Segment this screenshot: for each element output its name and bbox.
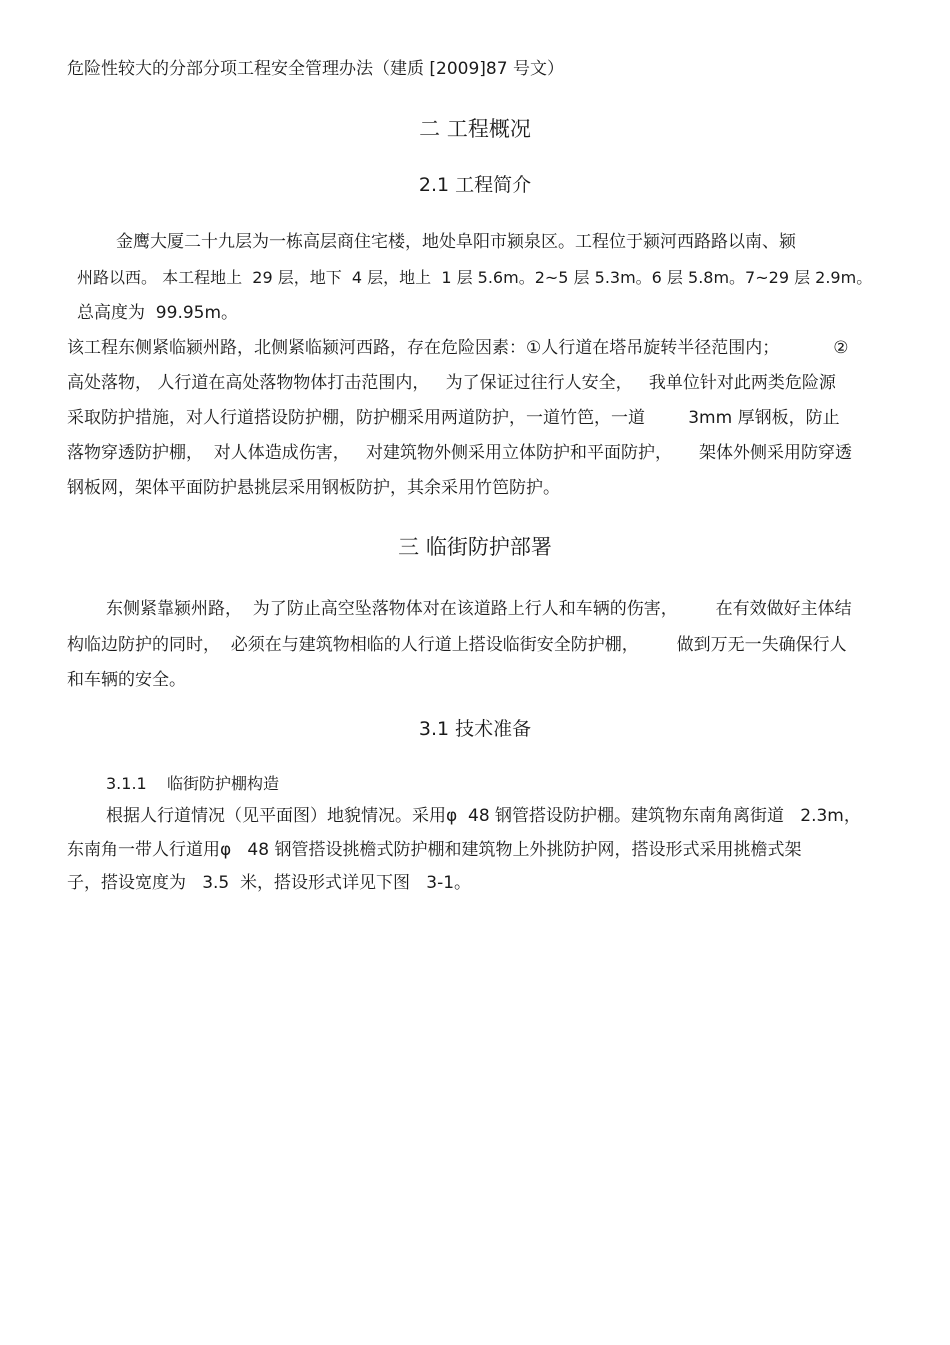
- section-3-1-title: 3.1 技术准备: [418, 718, 532, 740]
- text-line: 东南角一带人行道用φ 48 钢管搭设挑檐式防护棚和建筑物上外挑防护网，搭设形式采用挑檐式架: [67, 840, 802, 860]
- section-3-1-1-title: 3.1.1 临街防护棚构造: [106, 774, 280, 793]
- section-2-title: 二 工程概况: [419, 117, 531, 141]
- document-header: 危险性较大的分部分项工程安全管理办法（建质 [2009]87 号文）: [67, 59, 564, 79]
- text-line: 东侧紧靠颍州路， 为了防止高空坠落物体对在该道路上行人和车辆的伤害， 在有效做好主体结: [106, 599, 852, 619]
- section-2-1-title: 2.1 工程简介: [418, 174, 532, 196]
- section-3-title: 三 临街防护部署: [398, 535, 552, 559]
- text-line: 钢板网，架体平面防护悬挑层采用钢板防护，其余采用竹笆防护。: [67, 478, 560, 498]
- text-line: 落物穿透防护棚， 对人体造成伤害， 对建筑物外侧采用立体防护和平面防护， 架体外侧采用防穿透: [67, 443, 853, 463]
- text-line: 和车辆的安全。: [67, 670, 186, 690]
- text-line: 总高度为 99.95m。: [77, 303, 239, 323]
- text-line: 高处落物， 人行道在高处落物物体打击范围内， 为了保证过往行人安全， 我单位针对此两类危险源: [67, 373, 836, 393]
- text-line: 构临边防护的同时， 必须在与建筑物相临的人行道上搭设临街安全防护棚， 做到万无一失确保行人: [67, 635, 847, 655]
- text-line: 根据人行道情况（见平面图）地貌情况。采用φ 48 钢管搭设防护棚。建筑物东南角离街道 2.3m，: [106, 806, 861, 826]
- text-line: 该工程东侧紧临颍州路，北侧紧临颍河西路，存在危险因素：①人行道在塔吊旋转半径范围内； ②: [67, 338, 849, 358]
- text-line: 金鹰大厦二十九层为一栋高层商住宅楼，地处阜阳市颍泉区。工程位于颍河西路路以南、颍: [116, 232, 796, 252]
- text-line: 采取防护措施，对人行道搭设防护棚，防护棚采用两道防护，一道竹笆，一道 3mm 厚钢板，防止: [67, 408, 840, 428]
- text-line: 子，搭设宽度为 3.5 米，搭设形式详见下图 3-1。: [67, 873, 472, 893]
- text-line: 州路以西。 本工程地上 29 层，地下 4 层，地上 1 层 5.6m。2~5 层 5.3m。6 层 5.8m。7~29 层 2.9m。: [77, 268, 873, 287]
